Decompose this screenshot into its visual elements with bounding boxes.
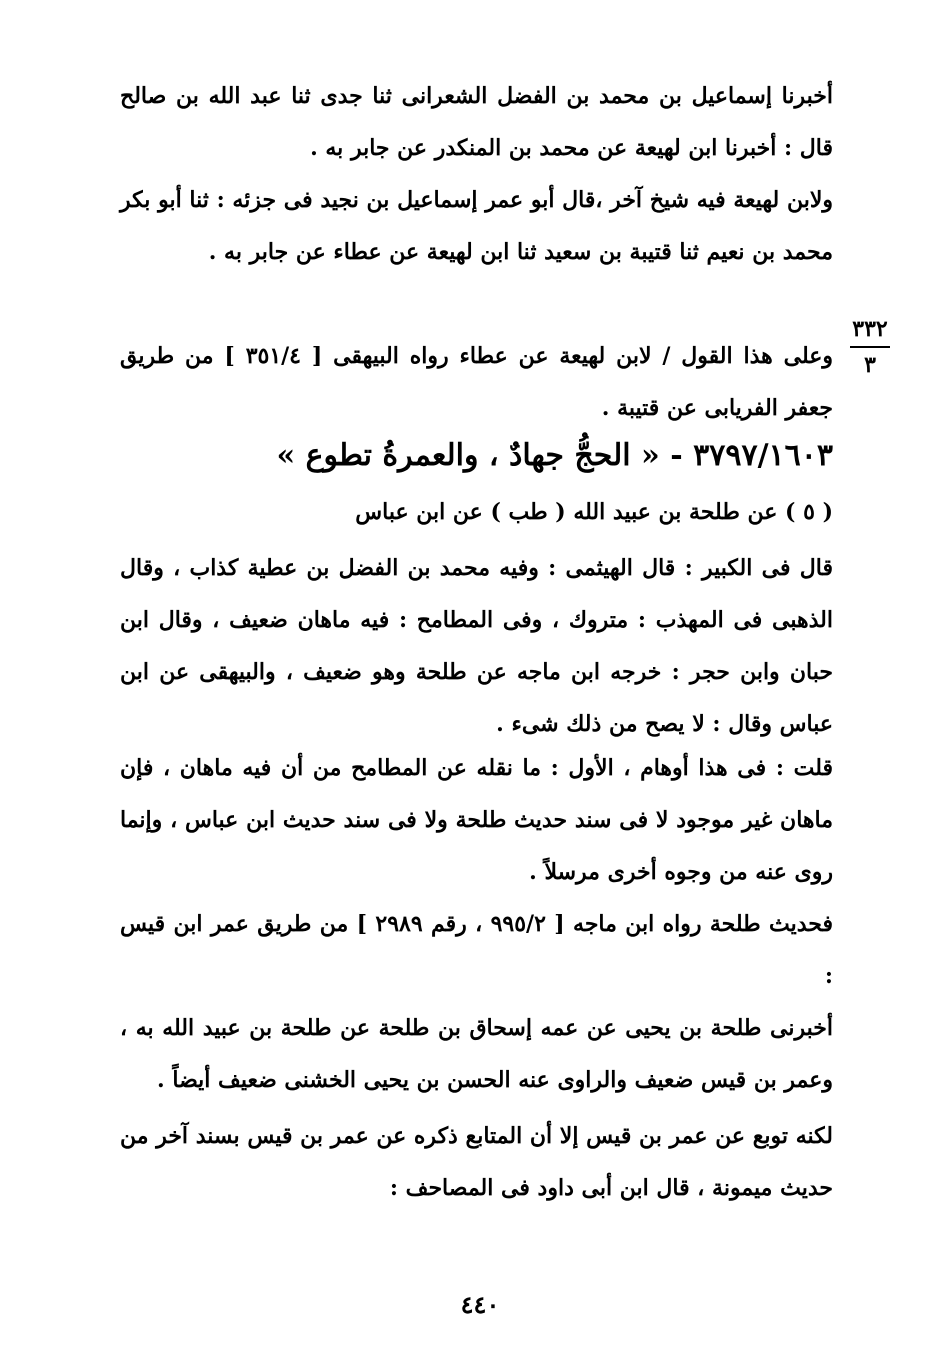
paragraph-2: ولابن لهيعة فيه شيخ آخر ،قال أبو عمر إسماعيل بن نجيد فى جزئه : ثنا أبو بكر محمد بن نعيم ثنا قتيبة بن سعيد ثنا ابن لهيعة عن عطاء عن جابر به . bbox=[120, 187, 833, 265]
paragraph-4: ( ٥ ) عن طلحة بن عبيد الله ( طب ) عن ابن عباس bbox=[355, 499, 833, 525]
paragraph-9: لكنه توبع عن عمر بن قيس إلا أن المتابع ذكره عن عمر بن قيس بسند آخر من حديث ميمونة ، قال ابن أبى داود فى المصاحف : bbox=[120, 1123, 833, 1201]
paragraph-1: أخبرنا إسماعيل بن محمد بن الفضل الشعرانى ثنا جدى ثنا عبد الله بن صالح قال : أخبرنا ابن لهيعة عن محمد بن المنكدر عن جابر به . bbox=[120, 83, 833, 161]
paragraph-8: أخبرنى طلحة بن يحيى عن عمه إسحاق بن طلحة عن طلحة بن عبيد الله به ، وعمر بن قيس ضعيف والراوى عنه الحسن بن يحيى الخشنى ضعيف أيضاً . bbox=[120, 1015, 833, 1093]
paragraph-7: فحديث طلحة رواه ابن ماجه [ ٩٩٥/٢ ، رقم ٢٩٨٩ ] من طريق عمر ابن قيس : bbox=[120, 911, 833, 989]
margin-ref-bottom: ٣ bbox=[864, 352, 876, 378]
hadith-heading: ٣٧٩٧/١٦٠٣ - « الحجُّ جهادٌ ، والعمرةُ تطوع » bbox=[276, 438, 833, 473]
paragraph-3: وعلى هذا القول / لابن لهيعة عن عطاء رواه البيهقى [ ٣٥١/٤ ] من طريق جعفر الفريابى عن قتيبة . bbox=[120, 343, 833, 421]
paragraph-6: قلت : فى هذا أوهام ، الأول : ما نقله عن المطامح من أن فيه ماهان ، فإن ماهان غير موجود لا فى سند حديث طلحة ولا فى سند حديث ابن عباس ، وإنما روى عنه من وجوه أخرى مرسلاً . bbox=[120, 755, 833, 885]
margin-ref-top: ٣٣٢ bbox=[852, 316, 888, 342]
paragraph-5: قال فى الكبير : قال الهيثمى : وفيه محمد بن الفضل بن عطية كذاب ، وقال الذهبى فى المهذب : متروك ، وفى المطامح : فيه ماهان ضعيف ، وقال ابن حبان وابن حجر : خرجه ابن ماجه عن طلحة وهو ضعيف ، والبيهقى عن ابن عباس وقال : لا يصح من ذلك شىء . bbox=[120, 555, 833, 737]
margin-page-reference bbox=[845, 314, 895, 380]
page-number: ٤٤٠ bbox=[460, 1290, 500, 1319]
margin-ref-divider bbox=[850, 346, 890, 348]
